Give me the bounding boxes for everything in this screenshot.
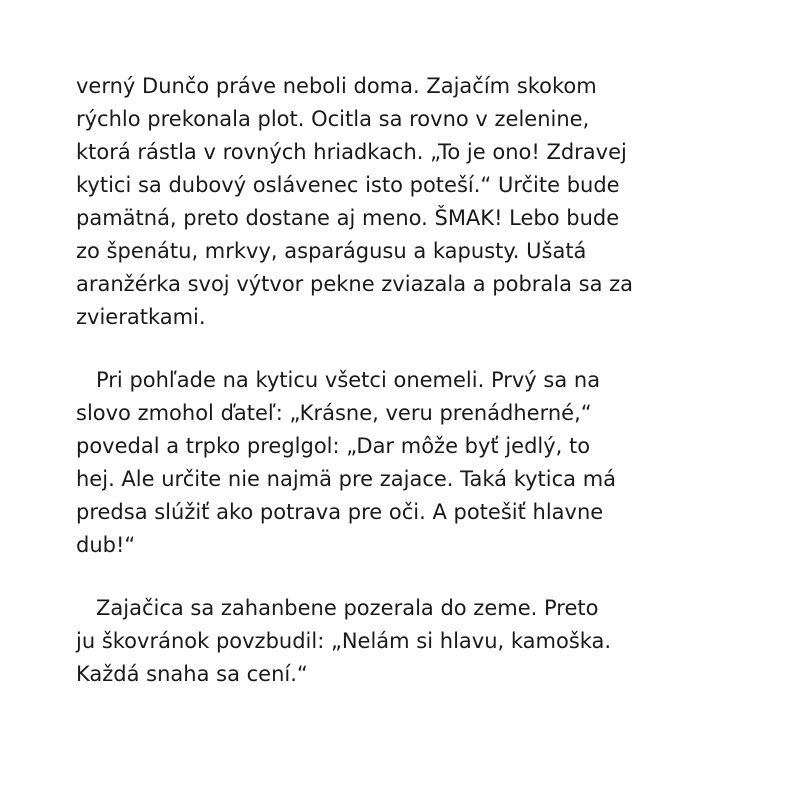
- paragraph-2: [76, 364, 726, 562]
- paragraph-1: [76, 70, 726, 334]
- text-line: pamätná, preto dostane aj meno. ŠMAK! Lebo bude: [76, 206, 620, 230]
- text-line: ktorá rástla v rovných hriadkach. „To je ono! Zdravej: [76, 140, 627, 164]
- text-line: kytici sa dubový oslávenec isto poteší.“ Určite bude: [76, 173, 620, 197]
- text-line: verný Dunčo práve neboli doma. Zajačím skokom: [76, 74, 597, 98]
- text-line: slovo zmohol ďateľ: „Krásne, veru prenádherné,“: [76, 401, 592, 425]
- paragraph-spacer: [76, 562, 726, 592]
- text-line: predsa slúžiť ako potrava pre oči. A potešiť hlavne: [76, 500, 604, 524]
- text-line: Zajačica sa zahanbene pozerala do zeme. Preto: [96, 596, 599, 620]
- story-text: [76, 70, 726, 691]
- text-line: rýchlo prekonala plot. Ocitla sa rovno v zelenine,: [76, 107, 590, 131]
- text-line: dub!“: [76, 533, 136, 557]
- text-line: hej. Ale určite nie najmä pre zajace. Taká kytica má: [76, 467, 617, 491]
- text-line: aranžérka svoj výtvor pekne zviazala a pobrala sa za: [76, 272, 634, 296]
- paragraph-spacer: [76, 334, 726, 364]
- text-line: zo špenátu, mrkvy, asparágusu a kapusty. Ušatá: [76, 239, 587, 263]
- text-line: povedal a trpko preglgol: „Dar môže byť jedlý, to: [76, 434, 591, 458]
- text-line: Každá snaha sa cení.“: [76, 662, 308, 686]
- text-line: Pri pohľade na kyticu všetci onemeli. Prvý sa na: [96, 368, 601, 392]
- paragraph-3: [76, 592, 726, 691]
- text-line: ju škovránok povzbudil: „Nelám si hlavu, kamoška.: [76, 629, 612, 653]
- text-line: zvieratkami.: [76, 305, 206, 329]
